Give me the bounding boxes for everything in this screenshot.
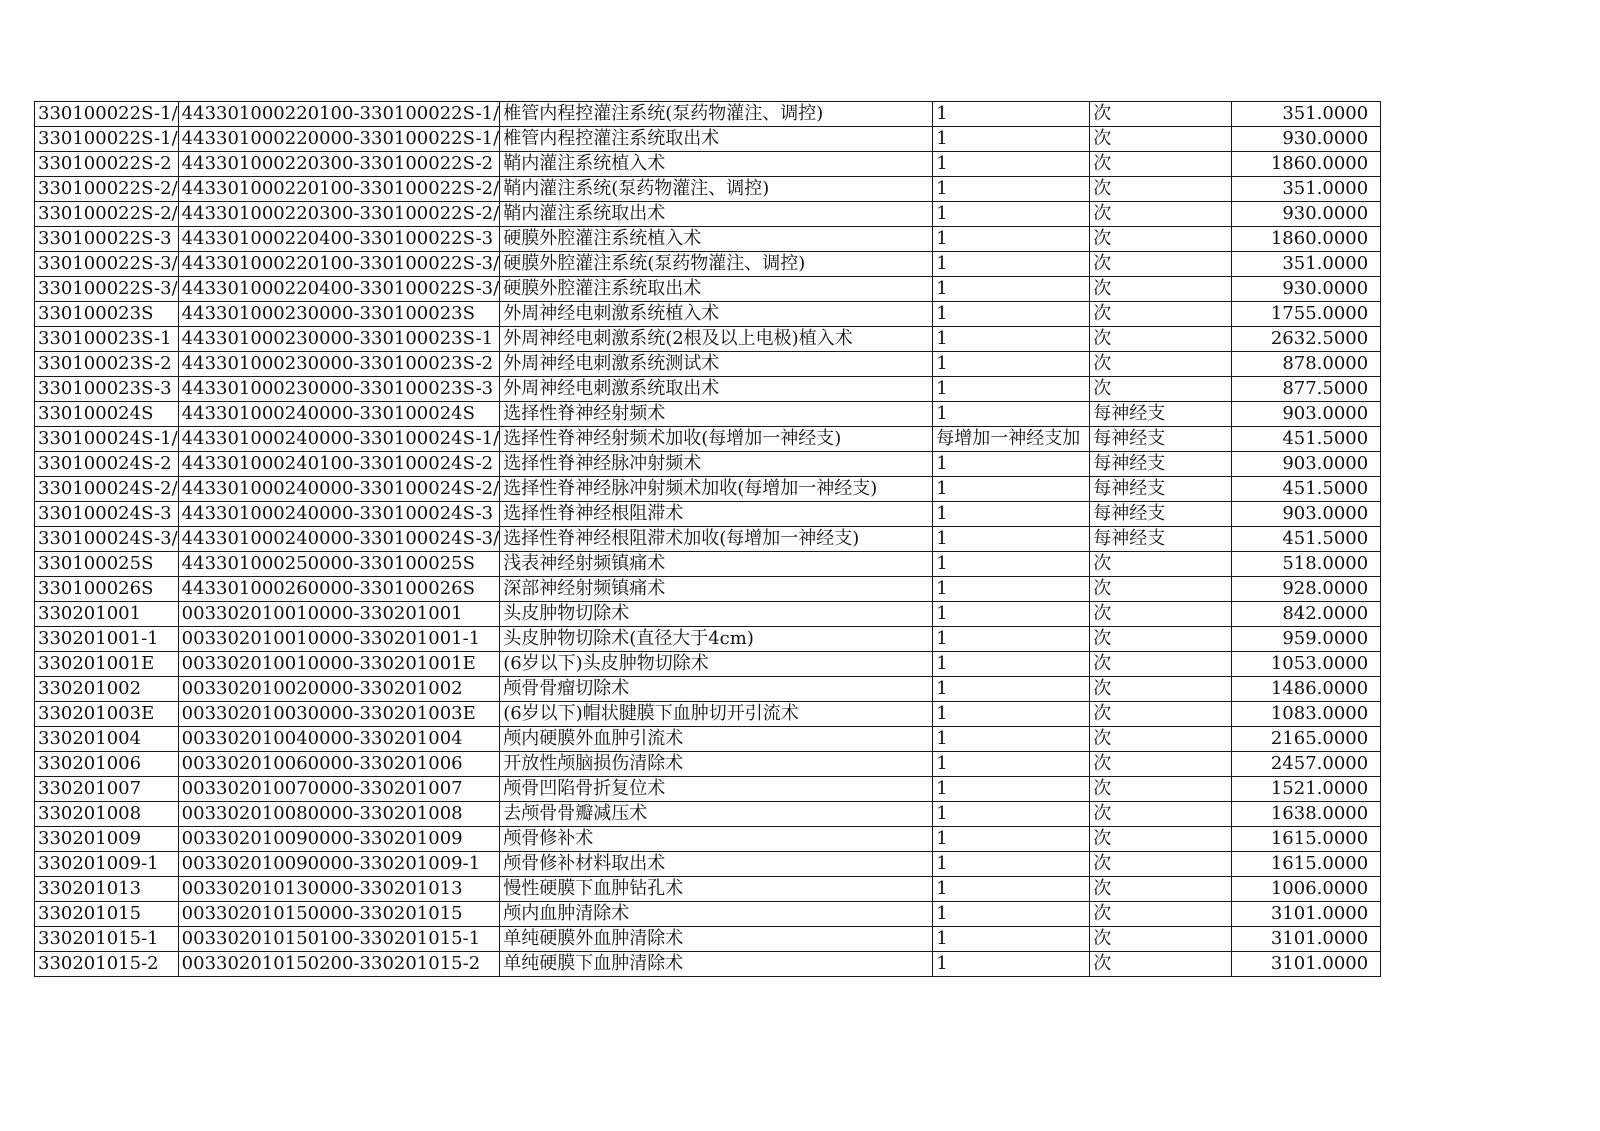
cell-ref-code: 443301000220100-330100022S-3/ [178,252,500,277]
cell-quantity: 1 [933,602,1090,627]
cell-item-name: 选择性脊神经射频术 [500,402,933,427]
table-row [35,577,1381,602]
cell-item-name: 鞘内灌注系统取出术 [500,202,933,227]
cell-ref-code: 443301000220400-330100022S-3 [178,227,500,252]
cell-quantity: 1 [933,127,1090,152]
cell-amount: 1860.0000 [1232,152,1381,177]
cell-item-name: 外周神经电刺激系统取出术 [500,377,933,402]
cell-quantity: 1 [933,577,1090,602]
cell-ref-code: 443301000220100-330100022S-1/ [178,102,500,127]
cell-amount: 959.0000 [1232,627,1381,652]
cell-quantity: 1 [933,802,1090,827]
cell-item-name: 开放性颅脑损伤清除术 [500,752,933,777]
cell-ref-code: 443301000220300-330100022S-2/ [178,202,500,227]
cell-unit: 次 [1090,227,1232,252]
table-row [35,902,1381,927]
table-row [35,277,1381,302]
cell-ref-code: 443301000220000-330100022S-1/ [178,127,500,152]
cell-ref-code: 003302010010000-330201001E [178,652,500,677]
cell-quantity: 1 [933,402,1090,427]
cell-quantity: 1 [933,502,1090,527]
cell-amount: 842.0000 [1232,602,1381,627]
table-row [35,602,1381,627]
cell-item-name: 颅内血肿清除术 [500,902,933,927]
table-row [35,827,1381,852]
cell-item-code: 330100024S-2/ [35,477,179,502]
cell-item-name: 单纯硬膜下血肿清除术 [500,952,933,977]
cell-item-name: 外周神经电刺激系统(2根及以上电极)植入术 [500,327,933,352]
cell-item-name: 颅骨凹陷骨折复位术 [500,777,933,802]
cell-item-code: 330201009 [35,827,179,852]
cell-item-name: 硬膜外腔灌注系统取出术 [500,277,933,302]
cell-quantity: 1 [933,752,1090,777]
cell-unit: 次 [1090,627,1232,652]
cell-ref-code: 003302010080000-330201008 [178,802,500,827]
cell-quantity: 1 [933,152,1090,177]
cell-unit: 次 [1090,302,1232,327]
cell-item-code: 330100022S-1/ [35,127,179,152]
cell-ref-code: 443301000220400-330100022S-3/ [178,277,500,302]
table-row [35,377,1381,402]
cell-unit: 次 [1090,852,1232,877]
table-row [35,177,1381,202]
cell-item-name: 椎管内程控灌注系统取出术 [500,127,933,152]
cell-amount: 2165.0000 [1232,727,1381,752]
table-row [35,927,1381,952]
cell-amount: 1755.0000 [1232,302,1381,327]
table-row [35,102,1381,127]
cell-ref-code: 443301000230000-330100023S [178,302,500,327]
cell-quantity: 1 [933,852,1090,877]
cell-item-code: 330100022S-2 [35,152,179,177]
cell-quantity: 1 [933,677,1090,702]
cell-item-code: 330100024S-3 [35,502,179,527]
cell-ref-code: 443301000240000-330100024S-3/ [178,527,500,552]
cell-item-name: 硬膜外腔灌注系统(泵药物灌注、调控) [500,252,933,277]
cell-item-name: 慢性硬膜下血肿钻孔术 [500,877,933,902]
cell-item-code: 330201015 [35,902,179,927]
cell-ref-code: 443301000230000-330100023S-2 [178,352,500,377]
cell-amount: 1486.0000 [1232,677,1381,702]
cell-item-name: 颅骨修补术 [500,827,933,852]
cell-amount: 1006.0000 [1232,877,1381,902]
cell-quantity: 1 [933,377,1090,402]
cell-unit: 每神经支 [1090,452,1232,477]
cell-item-name: 去颅骨骨瓣减压术 [500,802,933,827]
cell-quantity: 1 [933,952,1090,977]
cell-quantity: 1 [933,277,1090,302]
cell-quantity: 1 [933,327,1090,352]
cell-item-code: 330100026S [35,577,179,602]
cell-item-name: 颅骨修补材料取出术 [500,852,933,877]
cell-unit: 每神经支 [1090,502,1232,527]
cell-item-code: 330201009-1 [35,852,179,877]
table-row [35,627,1381,652]
cell-item-code: 330100024S-3/ [35,527,179,552]
cell-quantity: 1 [933,827,1090,852]
cell-unit: 次 [1090,827,1232,852]
cell-ref-code: 443301000240100-330100024S-2 [178,452,500,477]
cell-item-code: 330201013 [35,877,179,902]
cell-quantity: 1 [933,252,1090,277]
cell-item-name: 颅内硬膜外血肿引流术 [500,727,933,752]
cell-ref-code: 443301000220100-330100022S-2/ [178,177,500,202]
cell-unit: 次 [1090,902,1232,927]
cell-ref-code: 003302010040000-330201004 [178,727,500,752]
cell-ref-code: 443301000230000-330100023S-3 [178,377,500,402]
cell-ref-code: 003302010090000-330201009 [178,827,500,852]
table-row [35,402,1381,427]
cell-amount: 1521.0000 [1232,777,1381,802]
cell-item-code: 330100022S-1/ [35,102,179,127]
cell-amount: 930.0000 [1232,127,1381,152]
cell-amount: 1638.0000 [1232,802,1381,827]
table-row [35,477,1381,502]
table-row [35,502,1381,527]
cell-amount: 2457.0000 [1232,752,1381,777]
cell-ref-code: 443301000220300-330100022S-2 [178,152,500,177]
cell-item-code: 330201001-1 [35,627,179,652]
cell-ref-code: 443301000250000-330100025S [178,552,500,577]
cell-item-name: 选择性脊神经脉冲射频术 [500,452,933,477]
cell-amount: 451.5000 [1232,527,1381,552]
cell-item-code: 330100023S-1 [35,327,179,352]
cell-amount: 3101.0000 [1232,927,1381,952]
cell-quantity: 1 [933,627,1090,652]
cell-item-name: 单纯硬膜外血肿清除术 [500,927,933,952]
cell-unit: 次 [1090,152,1232,177]
cell-item-code: 330100022S-2/ [35,177,179,202]
cell-item-code: 330100025S [35,552,179,577]
table-row [35,527,1381,552]
cell-unit: 次 [1090,577,1232,602]
cell-amount: 3101.0000 [1232,902,1381,927]
cell-amount: 351.0000 [1232,177,1381,202]
cell-quantity: 1 [933,527,1090,552]
cell-unit: 每神经支 [1090,427,1232,452]
cell-quantity: 1 [933,202,1090,227]
cell-unit: 次 [1090,702,1232,727]
table-row [35,202,1381,227]
cell-amount: 930.0000 [1232,202,1381,227]
cell-item-code: 330100022S-3/ [35,277,179,302]
cell-item-name: 头皮肿物切除术 [500,602,933,627]
cell-item-code: 330100023S-2 [35,352,179,377]
table-row [35,127,1381,152]
cell-amount: 2632.5000 [1232,327,1381,352]
cell-item-name: 浅表神经射频镇痛术 [500,552,933,577]
cell-item-code: 330201006 [35,752,179,777]
table-row [35,227,1381,252]
cell-unit: 次 [1090,552,1232,577]
cell-amount: 1083.0000 [1232,702,1381,727]
cell-amount: 930.0000 [1232,277,1381,302]
cell-unit: 次 [1090,327,1232,352]
cell-item-name: 深部神经射频镇痛术 [500,577,933,602]
cell-amount: 903.0000 [1232,502,1381,527]
cell-ref-code: 443301000240000-330100024S-2/ [178,477,500,502]
cell-amount: 903.0000 [1232,402,1381,427]
table-row [35,252,1381,277]
cell-quantity: 1 [933,777,1090,802]
cell-item-name: 头皮肿物切除术(直径大于4cm) [500,627,933,652]
cell-amount: 451.5000 [1232,477,1381,502]
table-row [35,702,1381,727]
table-row [35,777,1381,802]
cell-unit: 次 [1090,652,1232,677]
cell-item-code: 330201015-2 [35,952,179,977]
cell-quantity: 1 [933,452,1090,477]
cell-item-name: 硬膜外腔灌注系统植入术 [500,227,933,252]
cell-amount: 928.0000 [1232,577,1381,602]
cell-item-code: 330201002 [35,677,179,702]
table-row [35,352,1381,377]
table-row [35,802,1381,827]
cell-ref-code: 003302010090000-330201009-1 [178,852,500,877]
table-row [35,852,1381,877]
table-row [35,652,1381,677]
cell-quantity: 每增加一神经支加 [933,427,1090,452]
cell-unit: 次 [1090,352,1232,377]
cell-item-code: 330201003E [35,702,179,727]
cell-amount: 3101.0000 [1232,952,1381,977]
cell-unit: 次 [1090,277,1232,302]
cell-amount: 1615.0000 [1232,852,1381,877]
table-row [35,877,1381,902]
cell-amount: 877.5000 [1232,377,1381,402]
cell-item-code: 330100023S [35,302,179,327]
cell-amount: 1053.0000 [1232,652,1381,677]
table-row [35,327,1381,352]
cell-item-code: 330100024S-2 [35,452,179,477]
cell-unit: 每神经支 [1090,477,1232,502]
cell-item-name: 鞘内灌注系统植入术 [500,152,933,177]
cell-quantity: 1 [933,302,1090,327]
cell-unit: 次 [1090,102,1232,127]
cell-quantity: 1 [933,652,1090,677]
cell-ref-code: 003302010150100-330201015-1 [178,927,500,952]
cell-amount: 351.0000 [1232,102,1381,127]
cell-amount: 878.0000 [1232,352,1381,377]
cell-ref-code: 443301000230000-330100023S-1 [178,327,500,352]
cell-item-code: 330100022S-2/ [35,202,179,227]
cell-item-code: 330100024S-1/ [35,427,179,452]
cell-amount: 518.0000 [1232,552,1381,577]
cell-item-name: (6岁以下)头皮肿物切除术 [500,652,933,677]
cell-item-name: 鞘内灌注系统(泵药物灌注、调控) [500,177,933,202]
cell-item-code: 330100022S-3/ [35,252,179,277]
cell-amount: 1860.0000 [1232,227,1381,252]
cell-ref-code: 003302010150000-330201015 [178,902,500,927]
cell-quantity: 1 [933,352,1090,377]
table-row [35,452,1381,477]
cell-item-name: 选择性脊神经根阻滞术 [500,502,933,527]
cell-amount: 1615.0000 [1232,827,1381,852]
cell-quantity: 1 [933,877,1090,902]
cell-unit: 次 [1090,877,1232,902]
table-row [35,427,1381,452]
cell-quantity: 1 [933,177,1090,202]
cell-item-name: 选择性脊神经根阻滞术加收(每增加一神经支) [500,527,933,552]
price-table [34,101,1381,977]
price-table-body [35,102,1381,977]
cell-unit: 次 [1090,802,1232,827]
cell-quantity: 1 [933,552,1090,577]
cell-quantity: 1 [933,902,1090,927]
cell-item-code: 330100023S-3 [35,377,179,402]
cell-item-code: 330201001E [35,652,179,677]
cell-quantity: 1 [933,727,1090,752]
cell-unit: 次 [1090,927,1232,952]
cell-item-name: 选择性脊神经射频术加收(每增加一神经支) [500,427,933,452]
cell-ref-code: 003302010150200-330201015-2 [178,952,500,977]
table-row [35,677,1381,702]
cell-unit: 次 [1090,727,1232,752]
cell-unit: 次 [1090,177,1232,202]
table-row [35,552,1381,577]
cell-amount: 451.5000 [1232,427,1381,452]
cell-unit: 次 [1090,677,1232,702]
cell-item-code: 330201001 [35,602,179,627]
table-row [35,302,1381,327]
cell-quantity: 1 [933,102,1090,127]
cell-item-name: 外周神经电刺激系统植入术 [500,302,933,327]
table-row [35,152,1381,177]
cell-ref-code: 003302010020000-330201002 [178,677,500,702]
cell-unit: 次 [1090,602,1232,627]
cell-unit: 次 [1090,252,1232,277]
cell-item-name: (6岁以下)帽状腱膜下血肿切开引流术 [500,702,933,727]
cell-quantity: 1 [933,227,1090,252]
cell-item-name: 选择性脊神经脉冲射频术加收(每增加一神经支) [500,477,933,502]
cell-quantity: 1 [933,477,1090,502]
cell-item-code: 330100024S [35,402,179,427]
cell-item-code: 330201015-1 [35,927,179,952]
cell-item-name: 外周神经电刺激系统测试术 [500,352,933,377]
cell-item-code: 330201004 [35,727,179,752]
cell-unit: 每神经支 [1090,527,1232,552]
cell-unit: 次 [1090,377,1232,402]
cell-unit: 次 [1090,202,1232,227]
cell-item-name: 颅骨骨瘤切除术 [500,677,933,702]
cell-unit: 次 [1090,752,1232,777]
cell-amount: 351.0000 [1232,252,1381,277]
cell-ref-code: 003302010070000-330201007 [178,777,500,802]
cell-item-code: 330201008 [35,802,179,827]
cell-amount: 903.0000 [1232,452,1381,477]
cell-ref-code: 003302010030000-330201003E [178,702,500,727]
cell-unit: 每神经支 [1090,402,1232,427]
table-row [35,752,1381,777]
cell-ref-code: 003302010010000-330201001-1 [178,627,500,652]
cell-quantity: 1 [933,927,1090,952]
cell-ref-code: 443301000240000-330100024S [178,402,500,427]
cell-ref-code: 003302010130000-330201013 [178,877,500,902]
cell-unit: 次 [1090,127,1232,152]
cell-ref-code: 443301000240000-330100024S-3 [178,502,500,527]
cell-unit: 次 [1090,777,1232,802]
cell-item-code: 330100022S-3 [35,227,179,252]
cell-ref-code: 443301000260000-330100026S [178,577,500,602]
table-row [35,727,1381,752]
cell-ref-code: 443301000240000-330100024S-1/ [178,427,500,452]
cell-item-code: 330201007 [35,777,179,802]
cell-item-name: 椎管内程控灌注系统(泵药物灌注、调控) [500,102,933,127]
table-row [35,952,1381,977]
cell-ref-code: 003302010010000-330201001 [178,602,500,627]
cell-ref-code: 003302010060000-330201006 [178,752,500,777]
cell-quantity: 1 [933,702,1090,727]
cell-unit: 次 [1090,952,1232,977]
